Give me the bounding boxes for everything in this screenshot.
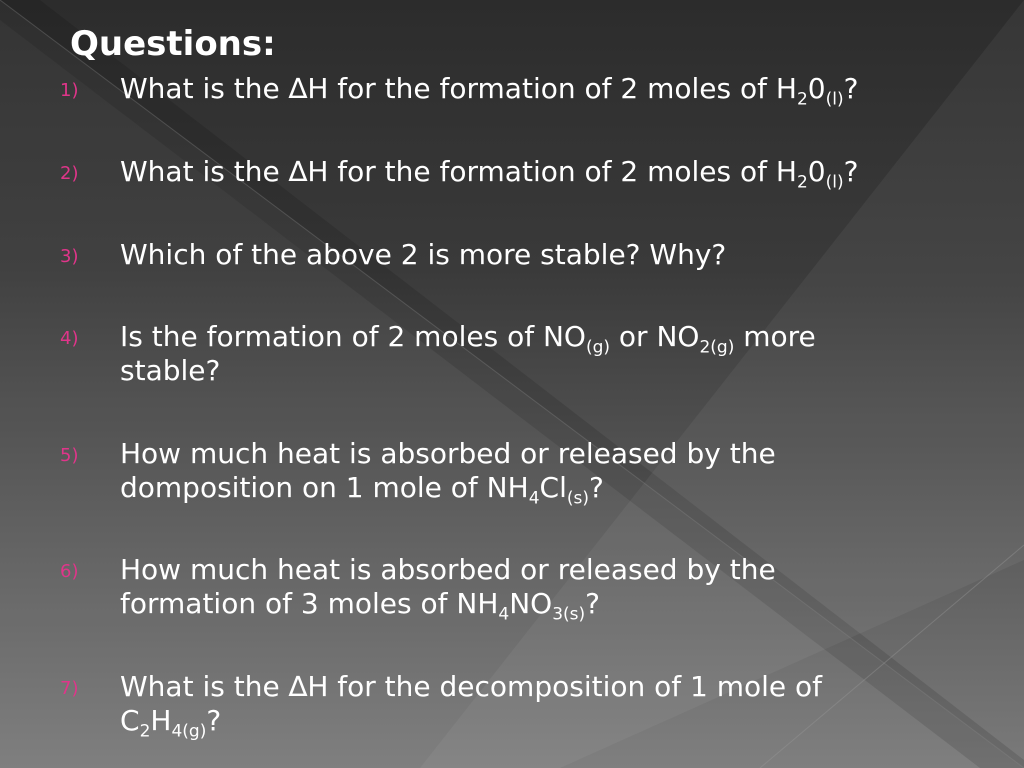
slide-title: Questions:	[70, 24, 276, 64]
question-text: How much heat is absorbed or released by the domposition on 1 mole of $NH_4Cl_{(s)}$?	[120, 437, 776, 509]
question-text: What is the ∆H for the decomposition of 1 mole of $C_2H_{4(g)}$?	[120, 670, 823, 742]
question-number: 3)	[60, 246, 79, 267]
question-number: 6)	[60, 561, 79, 582]
question-number: 1)	[60, 80, 79, 101]
question-text: How much heat is absorbed or released by the formation of 3 moles of $NH_4NO_{3(s)}$?	[120, 553, 776, 625]
question-number: 7)	[60, 678, 79, 699]
question-text: What is the ∆H for the formation of 2 moles of $H_20_{(l)}$?	[120, 155, 859, 193]
question-text: Which of the above 2 is more stable? Why?	[120, 238, 727, 271]
question-number: 4)	[60, 328, 79, 349]
question-text: What is the ∆H for the formation of 2 moles of $H_20_{(l)}$?	[120, 72, 859, 110]
question-text: Is the formation of 2 moles of $NO_{(g)}$ or $NO_{2(g)}$ more stable?	[120, 320, 816, 387]
question-number: 5)	[60, 445, 79, 466]
question-number: 2)	[60, 163, 79, 184]
